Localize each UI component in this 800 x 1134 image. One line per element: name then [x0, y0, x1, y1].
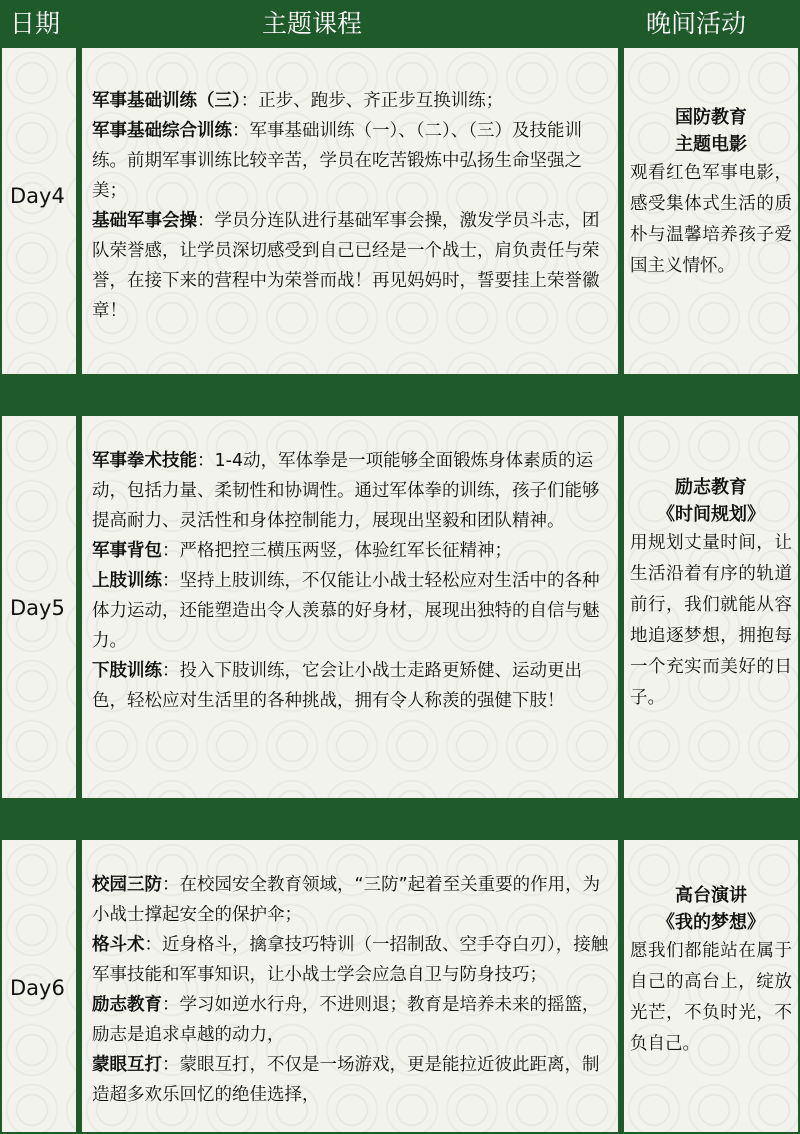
day6-label: Day6	[10, 976, 65, 1000]
day4-evening-text: 观看红色军事电影，感受集体式生活的质朴与温馨培养孩子爱国主义情怀。	[630, 163, 792, 276]
day5-topic-1-text: ：1-4动，军体拳是一项能够全面锻炼身体素质的运动，包括力量、柔韧性和协调性。通过军体拳的训练，孩子们能够提高耐力、灵活性和身体控制能力，展现出坚毅和团队精神。	[92, 451, 600, 531]
day5-topic-cell	[80, 414, 620, 800]
day6-topic-4-text: ：蒙眼互打，不仅是一场游戏，更是能拉近彼此距离，制造超多欢乐回忆的绝佳选择，	[92, 1055, 600, 1105]
day4-topic-2-text: ：军事基础训练（一）、（二）、（三）及技能训练。前期军事训练比较辛苦，学员在吃苦锻炼中弘扬生命坚强之美；	[92, 121, 582, 201]
day6-date-cell	[0, 838, 78, 1134]
day6-topic-1-text: ：在校园安全教育领域，“三防”起着至关重要的作用，为小战士撑起安全的保护伞；	[92, 875, 601, 925]
day6-topic-4	[92, 1050, 612, 1110]
day4-topics	[92, 86, 612, 326]
day4-topic-2	[92, 116, 612, 206]
day5-topics	[92, 446, 612, 716]
day6-evening-title-1: 高台演讲	[675, 885, 747, 906]
day5-evening-cell	[622, 414, 800, 800]
day6-topic-3-title: 励志教育	[92, 995, 162, 1015]
day4-evening	[630, 104, 792, 282]
day5-evening-title-1: 励志教育	[675, 477, 747, 498]
day5-evening	[630, 474, 792, 714]
day5-topic-1-title: 军事拳术技能	[92, 451, 197, 471]
day5-topic-2-title: 军事背包	[92, 541, 162, 561]
day5-topic-4-title: 下肢训练	[92, 661, 162, 681]
day5-topic-3	[92, 566, 612, 656]
day6-topic-cell	[80, 838, 620, 1134]
day4-evening-title-2: 主题电影	[675, 134, 747, 155]
day6-evening-title-2: 《我的梦想》	[657, 912, 765, 933]
day5-evening-title-2: 《时间规划》	[657, 504, 765, 525]
day5-topic-4-text: ：投入下肢训练，它会让小战士走路更矫健、运动更出色，轻松应对生活里的各种挑战，拥有令人称羡的强健下肢！	[92, 661, 582, 711]
table-header	[0, 0, 800, 44]
day6-topics	[92, 870, 612, 1110]
day4-topic-3	[92, 206, 612, 326]
header-date: 日期	[10, 9, 61, 38]
day6-topic-4-title: 蒙眼互打	[92, 1055, 162, 1075]
day4-topic-1-text: ：正步、跑步、齐正步互换训练；	[240, 91, 504, 111]
day6-topic-2	[92, 930, 612, 990]
day4-topic-1-title: 军事基础训练（三）	[92, 91, 241, 111]
day6-topic-2-title: 格斗术	[92, 935, 145, 955]
day6-topic-1	[92, 870, 612, 930]
day5-topic-3-title: 上肢训练	[92, 571, 162, 591]
day6-evening-text: 愿我们都能站在属于自己的高台上，绽放光芒，不负时光，不负自己。	[630, 941, 792, 1054]
day6-evening-cell	[622, 838, 800, 1134]
day4-label: Day4	[10, 184, 65, 208]
day5-topic-1	[92, 446, 612, 536]
day4-topic-1	[92, 86, 612, 116]
day5-topic-2-text: ：严格把控三横压两竖，体验红军长征精神；	[162, 541, 512, 561]
day5-topic-2	[92, 536, 612, 566]
day4-evening-title-1: 国防教育	[675, 107, 747, 128]
day6-topic-3-text: ：学习如逆水行舟，不进则退；教育是培养未来的摇篮，励志是追求卓越的动力，	[92, 995, 600, 1045]
day6-topic-2-text: ：近身格斗，擒拿技巧特训（一招制敌、空手夺白刃），接触军事技能和军事知识，让小战士学会应急自卫与防身技巧；	[92, 935, 609, 985]
day6-evening	[630, 882, 792, 1060]
day4-evening-cell	[622, 46, 800, 376]
day6-topic-1-title: 校园三防	[92, 875, 162, 895]
day5-label: Day5	[10, 596, 65, 620]
day4-topic-2-title: 军事基础综合训练	[92, 121, 232, 141]
day5-evening-text: 用规划丈量时间，让生活沿着有序的轨道前行，我们就能从容地追逐梦想，拥抱每一个充实而美好的日子。	[630, 533, 792, 708]
day6-topic-3	[92, 990, 612, 1050]
day5-topic-3-text: ：坚持上肢训练，不仅能让小战士轻松应对生活中的各种体力运动，还能塑造出令人羡慕的好身材，展现出独特的自信与魅力。	[92, 571, 600, 651]
day4-date-cell	[0, 46, 78, 376]
header-evening: 晚间活动	[646, 9, 747, 38]
header-topic: 主题课程	[262, 9, 363, 38]
day4-topic-3-title: 基础军事会操	[92, 211, 197, 231]
day4-topic-3-text: ：学员分连队进行基础军事会操，激发学员斗志，团队荣誉感，让学员深切感受到自己已经是一个战士，肩负责任与荣誉，在接下来的营程中为荣誉而战！再见妈妈时，誓要挂上荣誉徽章！	[92, 211, 600, 321]
day5-date-cell	[0, 414, 78, 800]
day5-topic-4	[92, 656, 612, 716]
day4-topic-cell	[80, 46, 620, 376]
